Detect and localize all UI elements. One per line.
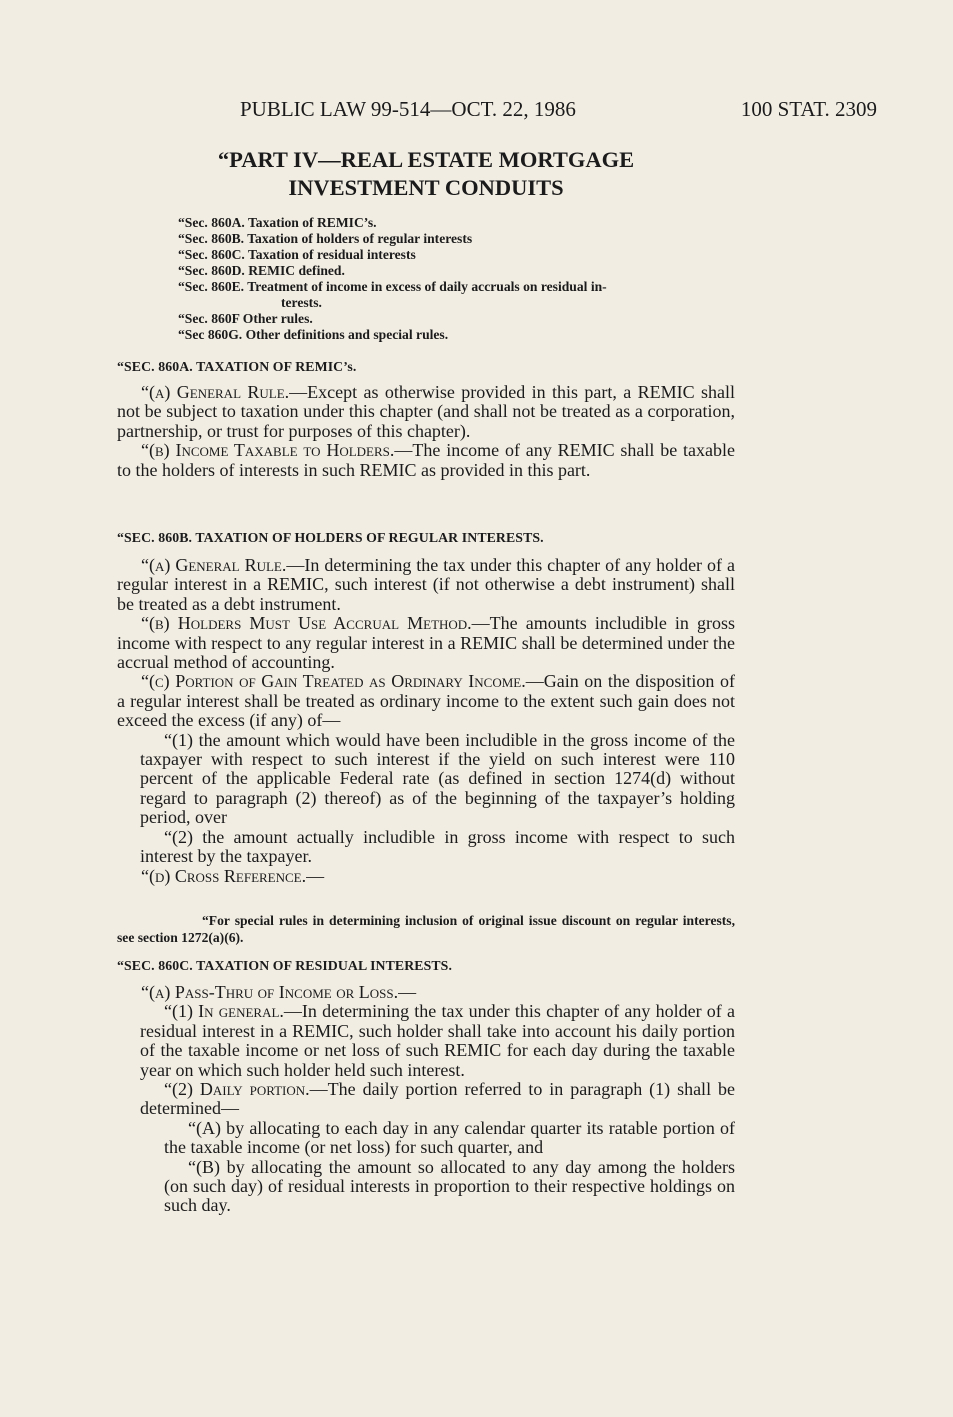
section-860c-body: [117, 983, 735, 1216]
subsection-heading: “(c) Portion of Gain Treated as Ordinary Income.: [141, 671, 526, 692]
paragraph-860b-c-1: “(1) the amount which would have been includible in the gross income of the taxpayer with respect to such interest if the yield on such interest were 110 percent of the applicable Federal rate (as defined in section 1274(d) without regard to paragraph (2) thereof) as of the beginning of the taxpayer’s holding period, over: [140, 729, 735, 828]
part-title: [117, 146, 735, 202]
section-860b-body: [117, 556, 735, 886]
subsection-text: —: [398, 982, 417, 1002]
paragraph-860c-a-2: [117, 1080, 735, 1119]
subsection-text: —Gain on the disposition of a regular interest shall be treated as ordinary income to the extent such gain does not exceed the excess (if any) of—: [117, 671, 735, 731]
subsection-heading: “(b) Income Taxable to Holders.: [141, 440, 395, 461]
section-heading-860a: “SEC. 860A. TAXATION OF REMIC’s.: [117, 359, 357, 374]
subsection-860b-b: [117, 614, 735, 672]
subsection-text: —The income of any REMIC shall be taxable to the holders of interests in such REMIC as provided in this part.: [117, 440, 735, 480]
subsection-text: —In determining the tax under this chapter of any holder of a regular interest in a REMIC, such interest (if not otherwise a debt instrument) shall be treated as a debt instrument.: [117, 555, 735, 614]
subparagraph-860c-a-2-A: “(A) by allocating to each day in any calendar quarter its ratable portion of the taxable income (or net loss) for such quarter, and: [164, 1117, 735, 1158]
subsection-text: —Except as otherwise provided in this part, a REMIC shall not be subject to taxation under this chapter (and shall not be treated as a corporation, partnership, or trust for purposes of this chapter).: [117, 382, 735, 441]
subsection-text: —The amounts includible in gross income with respect to any regular interest in a REMIC shall be determined under the accrual method of accounting.: [117, 613, 735, 673]
toc-entry: “Sec. 860B. Taxation of holders of regular interests: [178, 231, 473, 246]
paragraph-860c-a-1: [117, 1002, 735, 1080]
public-law-citation: PUBLIC LAW 99-514—OCT. 22, 1986: [240, 97, 576, 121]
toc-entry-continuation: terests.: [281, 295, 322, 310]
subsection-860b-d: [117, 867, 735, 886]
subsection-860b-c: [117, 672, 735, 730]
section-heading-860b: “SEC. 860B. TAXATION OF HOLDERS OF REGULAR INTERESTS.: [117, 530, 544, 545]
subsection-heading: “(a) General Rule.: [141, 555, 287, 575]
part-title-line-1: “PART IV—REAL ESTATE MORTGAGE: [217, 147, 635, 172]
paragraph-text: —The daily portion referred to in paragraph (1) shall be determined—: [140, 1079, 735, 1119]
toc-entry: “Sec. 860F Other rules.: [178, 311, 313, 326]
subsection-860b-a: [117, 556, 735, 614]
toc-entry: “Sec. 860E. Treatment of income in excess of daily accruals on residual in-: [178, 279, 607, 294]
cross-reference-note: “For special rules in determining inclusion of original issue discount on regular interests, see section 1272(a)(6).: [117, 913, 735, 945]
paragraph-heading: “(2) Daily portion.: [164, 1079, 310, 1100]
toc-entry: “Sec. 860C. Taxation of residual interests: [178, 247, 416, 262]
subsection-heading: “(b) Holders Must Use Accrual Method.: [141, 613, 472, 634]
subparagraph-860c-a-2-B: “(B) by allocating the amount so allocated to any day among the holders (on such day) of residual interests in proportion to their respective holdings on such day.: [164, 1156, 735, 1216]
subsection-heading: “(d) Cross Reference.: [141, 865, 307, 886]
running-head: [117, 97, 877, 125]
toc-entry: “Sec. 860D. REMIC defined.: [178, 263, 345, 278]
part-title-line-2: INVESTMENT CONDUITS: [288, 175, 564, 200]
subsection-text: —: [306, 865, 325, 886]
subsection-860a-a: [117, 383, 735, 441]
subsection-heading: “(a) Pass-Thru of Income or Loss.: [141, 982, 399, 1002]
paragraph-heading: “(1) In general.: [164, 1001, 284, 1022]
section-860a-body: [117, 383, 735, 480]
toc-entry: “Sec. 860A. Taxation of REMIC’s.: [178, 215, 377, 230]
paragraph-860b-c-2: “(2) the amount actually includible in gross income with respect to such interest by the taxpayer.: [140, 826, 735, 867]
section-heading-860c: “SEC. 860C. TAXATION OF RESIDUAL INTERESTS.: [117, 958, 452, 973]
paragraph-text: —In determining the tax under this chapter of any holder of a residual interest in a REMIC, such holder shall take into account his daily portion of the taxable income or net loss of such REMIC for each day during the taxable year on which such holder held such interest.: [140, 1001, 735, 1080]
table-of-sections: [178, 215, 738, 343]
subsection-860a-b: [117, 441, 735, 480]
subsection-heading: “(a) General Rule.: [141, 382, 290, 402]
statute-page-number: 100 STAT. 2309: [740, 97, 877, 121]
toc-entry: “Sec 860G. Other definitions and special rules.: [178, 327, 449, 342]
subsection-860c-a: [117, 983, 735, 1002]
